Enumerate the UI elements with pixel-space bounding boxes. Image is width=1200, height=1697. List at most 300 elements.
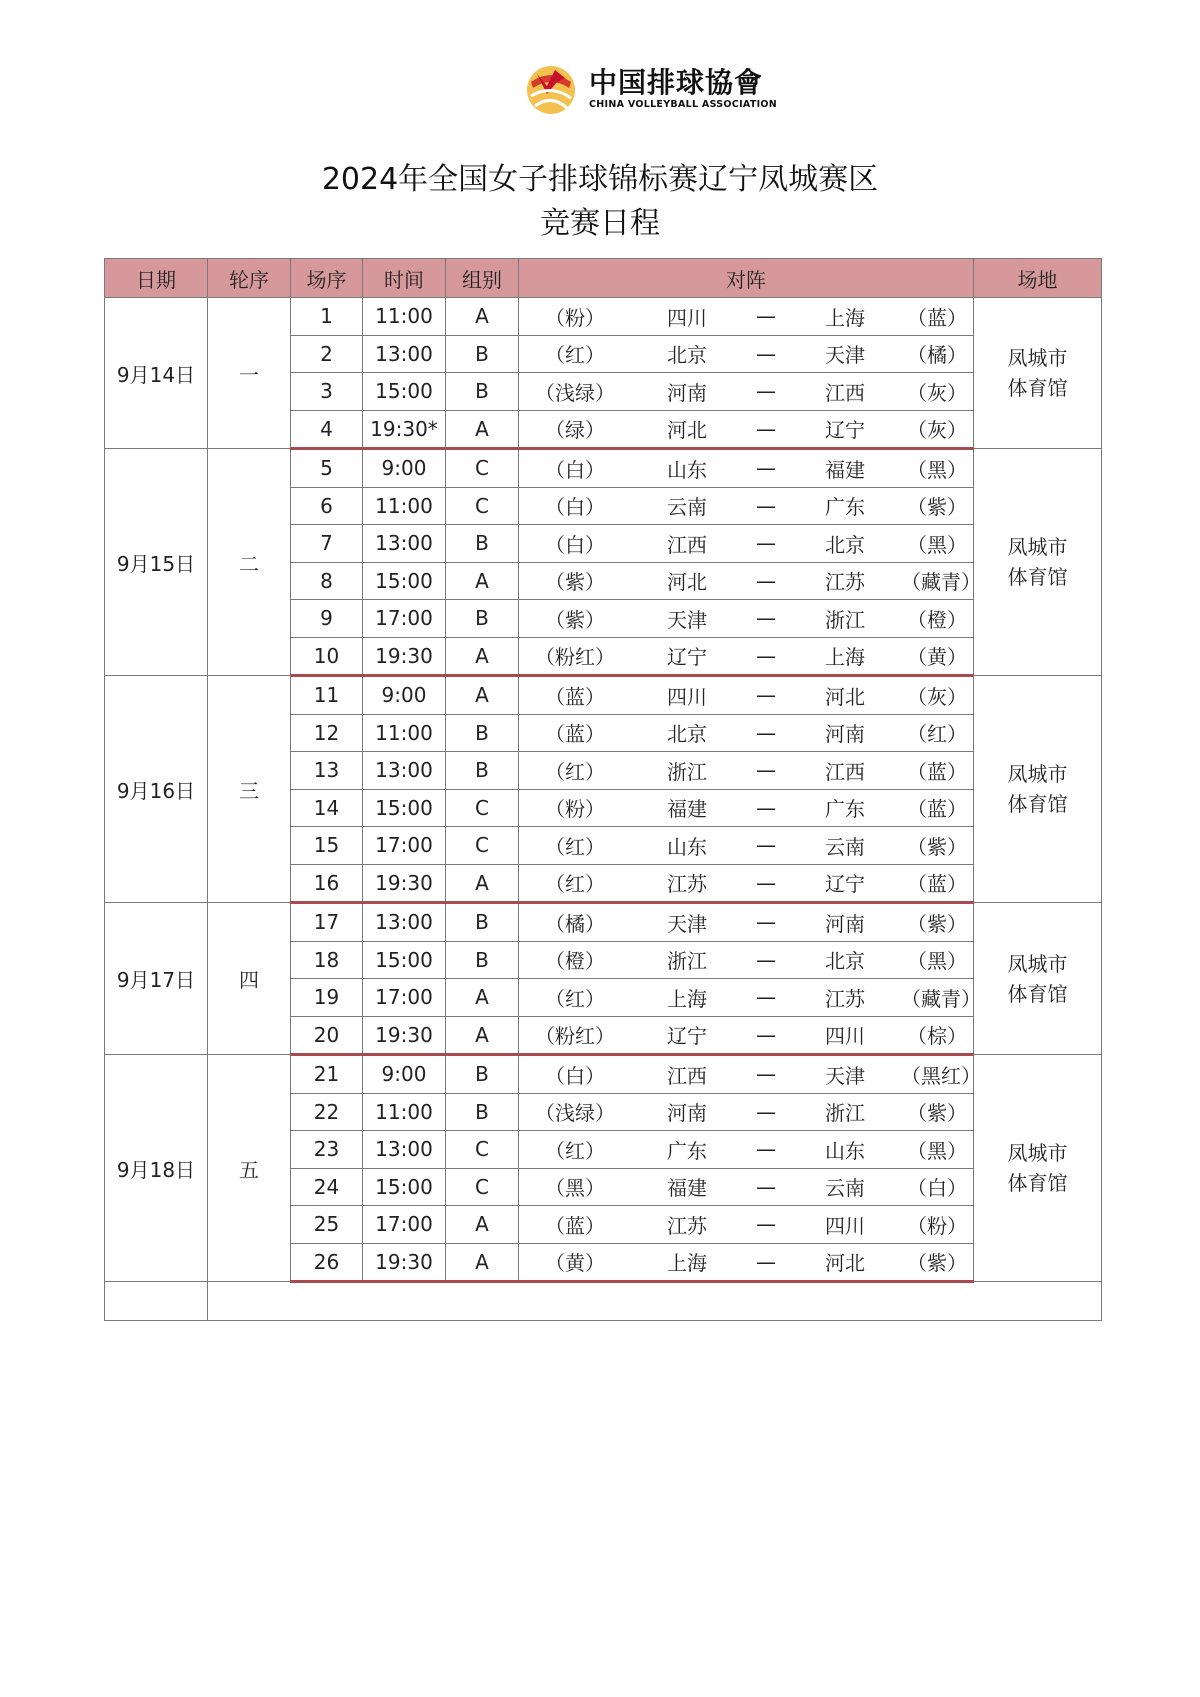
versus-dash: —	[756, 1174, 776, 1199]
matchup	[519, 677, 973, 714]
away-color: （橘）	[907, 343, 967, 368]
away-team: 天津	[825, 343, 865, 368]
venue-line-1: 凤城市	[1007, 762, 1068, 786]
away-team: 江苏	[825, 986, 865, 1011]
venue-line-2: 体育馆	[1007, 376, 1068, 400]
match-no-cell: 1	[291, 298, 363, 336]
away-color: （黑）	[907, 457, 967, 482]
match-no-cell: 15	[291, 827, 363, 865]
versus-dash: —	[756, 416, 776, 441]
matchup-cell	[519, 487, 974, 525]
match-no-cell: 7	[291, 525, 363, 563]
home-color: （紫）	[545, 607, 605, 632]
versus-dash: —	[756, 833, 776, 858]
time-cell: 17:00	[363, 1206, 446, 1244]
match-no-cell: 23	[291, 1131, 363, 1169]
table-row	[105, 449, 1102, 488]
away-color: （灰）	[907, 684, 967, 709]
empty-cell	[105, 1282, 208, 1321]
matchup	[519, 865, 973, 902]
group-cell: A	[446, 298, 519, 336]
date-cell: 9月14日	[105, 298, 208, 449]
home-team: 河北	[667, 418, 707, 443]
matchup	[519, 336, 973, 373]
time-cell: 15:00	[363, 1168, 446, 1206]
away-team: 云南	[825, 1176, 865, 1201]
venue-line-2: 体育馆	[1007, 792, 1068, 816]
away-team: 上海	[825, 305, 865, 330]
header-round: 轮序	[208, 259, 291, 298]
home-color: （粉）	[545, 797, 605, 822]
away-color: （黑）	[907, 532, 967, 557]
empty-cell	[208, 1282, 1102, 1321]
home-color: （红）	[545, 343, 605, 368]
page-title: 2024年全国女子排球锦标赛辽宁凤城赛区	[321, 162, 879, 197]
home-color: （红）	[545, 986, 605, 1011]
time-cell: 11:00	[363, 714, 446, 752]
match-no-cell: 3	[291, 373, 363, 411]
group-cell: C	[446, 827, 519, 865]
away-color: （白）	[907, 1176, 967, 1201]
home-team: 辽宁	[667, 645, 707, 670]
home-color: （黑）	[545, 1176, 605, 1201]
date-cell: 9月15日	[105, 449, 208, 676]
home-team: 四川	[667, 305, 707, 330]
matchup-cell	[519, 1206, 974, 1244]
away-color: （红）	[907, 722, 967, 747]
home-color: （橘）	[545, 911, 605, 936]
away-color: （黑）	[907, 1138, 967, 1163]
group-cell: A	[446, 1016, 519, 1055]
time-cell: 11:00	[363, 1093, 446, 1131]
home-team: 天津	[667, 911, 707, 936]
home-team: 山东	[667, 457, 707, 482]
home-team: 江苏	[667, 1213, 707, 1238]
home-team: 福建	[667, 797, 707, 822]
away-team: 山东	[825, 1138, 865, 1163]
round-cell: 三	[208, 676, 291, 903]
away-team: 上海	[825, 645, 865, 670]
header-matchup: 对阵	[519, 259, 974, 298]
away-team: 浙江	[825, 1101, 865, 1126]
home-color: （橙）	[545, 949, 605, 974]
away-color: （蓝）	[907, 759, 967, 784]
matchup	[519, 638, 973, 675]
versus-dash: —	[756, 1212, 776, 1237]
versus-dash: —	[756, 568, 776, 593]
home-team: 天津	[667, 607, 707, 632]
versus-dash: —	[756, 985, 776, 1010]
away-color: （棕）	[907, 1024, 967, 1049]
home-team: 河南	[667, 380, 707, 405]
venue-cell	[974, 1055, 1102, 1282]
home-color: （浅绿）	[535, 380, 615, 405]
matchup	[519, 752, 973, 789]
away-color: （紫）	[907, 1251, 967, 1276]
date-cell: 9月16日	[105, 676, 208, 903]
matchup-cell	[519, 903, 974, 942]
away-color: （黑红）	[901, 1063, 981, 1088]
time-cell: 19:30	[363, 864, 446, 903]
away-team: 江苏	[825, 570, 865, 595]
home-team: 上海	[667, 986, 707, 1011]
matchup	[519, 979, 981, 1016]
home-team: 云南	[667, 495, 707, 520]
versus-dash: —	[756, 606, 776, 631]
header-group: 组别	[446, 259, 519, 298]
home-color: （红）	[545, 759, 605, 784]
matchup	[519, 827, 973, 864]
matchup-cell	[519, 298, 974, 336]
matchup	[519, 563, 981, 600]
versus-dash: —	[756, 1249, 776, 1274]
home-color: （红）	[545, 872, 605, 897]
home-team: 河南	[667, 1101, 707, 1126]
matchup-cell	[519, 941, 974, 979]
away-color: （蓝）	[907, 872, 967, 897]
versus-dash: —	[756, 379, 776, 404]
empty-row	[105, 1282, 1102, 1321]
matchup-cell	[519, 1243, 974, 1282]
venue-line-2: 体育馆	[1007, 565, 1068, 589]
matchup-cell	[519, 335, 974, 373]
time-cell: 13:00	[363, 335, 446, 373]
time-cell: 13:00	[363, 752, 446, 790]
group-cell: A	[446, 864, 519, 903]
away-team: 辽宁	[825, 418, 865, 443]
time-cell: 11:00	[363, 487, 446, 525]
matchup	[519, 790, 973, 827]
header-row	[105, 259, 1102, 298]
matchup	[519, 1131, 973, 1168]
group-cell: B	[446, 941, 519, 979]
away-color: （紫）	[907, 911, 967, 936]
matchup	[519, 525, 973, 562]
match-no-cell: 2	[291, 335, 363, 373]
matchup	[519, 1244, 973, 1281]
header-match-no: 场序	[291, 259, 363, 298]
versus-dash: —	[756, 683, 776, 708]
home-color: （红）	[545, 1138, 605, 1163]
volleyball-logo-icon	[525, 60, 577, 116]
group-cell: C	[446, 449, 519, 488]
org-name-en: CHINA VOLLEYBALL ASSOCIATION	[589, 98, 778, 110]
away-team: 广东	[825, 797, 865, 822]
table-row	[105, 298, 1102, 336]
versus-dash: —	[756, 910, 776, 935]
versus-dash: —	[756, 758, 776, 783]
matchup-cell	[519, 562, 981, 600]
away-team: 河北	[825, 1251, 865, 1276]
away-color: （黄）	[907, 645, 967, 670]
away-color: （橙）	[907, 607, 967, 632]
group-cell: B	[446, 903, 519, 942]
home-team: 四川	[667, 684, 707, 709]
away-color: （蓝）	[907, 305, 967, 330]
away-team: 福建	[825, 457, 865, 482]
away-team: 河南	[825, 911, 865, 936]
away-color: （紫）	[907, 1101, 967, 1126]
group-cell: A	[446, 410, 519, 449]
group-cell: B	[446, 1055, 519, 1094]
time-cell: 19:30	[363, 1243, 446, 1282]
matchup-cell	[519, 449, 974, 488]
time-cell: 9:00	[363, 676, 446, 715]
matchup	[519, 600, 973, 637]
matchup-cell	[519, 714, 974, 752]
matchup-cell	[519, 752, 974, 790]
home-color: （粉）	[545, 305, 605, 330]
matchup	[519, 373, 973, 410]
time-cell: 15:00	[363, 941, 446, 979]
home-color: （绿）	[545, 418, 605, 443]
matchup-cell	[519, 637, 974, 676]
match-no-cell: 12	[291, 714, 363, 752]
matchup	[519, 715, 973, 752]
away-team: 江西	[825, 759, 865, 784]
home-team: 广东	[667, 1138, 707, 1163]
match-no-cell: 21	[291, 1055, 363, 1094]
round-cell: 一	[208, 298, 291, 449]
group-cell: C	[446, 1131, 519, 1169]
home-team: 北京	[667, 343, 707, 368]
home-color: （蓝）	[545, 722, 605, 747]
venue-cell	[974, 449, 1102, 676]
versus-dash: —	[756, 1022, 776, 1047]
venue-line-1: 凤城市	[1007, 951, 1068, 976]
venue-line-1: 凤城市	[1007, 535, 1068, 559]
match-no-cell: 22	[291, 1093, 363, 1131]
home-color: （红）	[545, 834, 605, 859]
time-cell: 15:00	[363, 373, 446, 411]
group-cell: A	[446, 1243, 519, 1282]
home-team: 江苏	[667, 872, 707, 897]
time-cell: 19:30	[363, 1016, 446, 1055]
date-cell: 9月18日	[105, 1055, 208, 1282]
match-no-cell: 19	[291, 979, 363, 1017]
away-team: 辽宁	[825, 872, 865, 897]
home-team: 山东	[667, 834, 707, 859]
group-cell: B	[446, 752, 519, 790]
matchup	[519, 411, 973, 448]
matchup-cell	[519, 864, 974, 903]
venue-cell	[974, 676, 1102, 903]
header-time: 时间	[363, 259, 446, 298]
group-cell: A	[446, 676, 519, 715]
table-row	[105, 903, 1102, 942]
versus-dash: —	[756, 720, 776, 745]
org-name-cn: 中国排球協會	[589, 65, 764, 99]
home-team: 北京	[667, 722, 707, 747]
away-team: 江西	[825, 380, 865, 405]
matchup	[519, 1169, 973, 1206]
matchup-cell	[519, 1131, 974, 1169]
match-no-cell: 11	[291, 676, 363, 715]
home-team: 辽宁	[667, 1024, 707, 1049]
away-color: （藏青）	[901, 986, 981, 1011]
header-date: 日期	[105, 259, 208, 298]
versus-dash: —	[756, 531, 776, 556]
home-color: （黄）	[545, 1251, 605, 1276]
matchup-cell	[519, 1168, 974, 1206]
away-team: 河南	[825, 722, 865, 747]
time-cell: 17:00	[363, 979, 446, 1017]
matchup-cell	[519, 979, 981, 1017]
venue-line-1: 凤城市	[1007, 1141, 1068, 1165]
matchup	[519, 1056, 981, 1093]
table-row	[105, 676, 1102, 715]
home-team: 上海	[667, 1251, 707, 1276]
time-cell: 19:30	[363, 637, 446, 676]
match-no-cell: 8	[291, 562, 363, 600]
group-cell: B	[446, 335, 519, 373]
venue-line-2: 体育馆	[1007, 981, 1068, 1006]
versus-dash: —	[756, 1099, 776, 1124]
home-color: （粉红）	[535, 645, 615, 670]
away-team: 天津	[825, 1063, 865, 1088]
venue-cell	[974, 903, 1102, 1055]
round-cell: 二	[208, 449, 291, 676]
match-no-cell: 26	[291, 1243, 363, 1282]
home-team: 浙江	[667, 759, 707, 784]
venue-cell	[974, 298, 1102, 449]
group-cell: B	[446, 525, 519, 563]
group-cell: C	[446, 789, 519, 827]
versus-dash: —	[756, 341, 776, 366]
time-cell: 9:00	[363, 1055, 446, 1094]
match-no-cell: 17	[291, 903, 363, 942]
match-no-cell: 14	[291, 789, 363, 827]
away-team: 河北	[825, 684, 865, 709]
cva-logo	[525, 60, 777, 116]
matchup	[519, 1206, 973, 1243]
home-team: 浙江	[667, 949, 707, 974]
time-cell: 19:30*	[363, 410, 446, 449]
matchup-cell	[519, 1093, 974, 1131]
versus-dash: —	[756, 643, 776, 668]
matchup	[519, 450, 973, 487]
versus-dash: —	[756, 1137, 776, 1162]
matchup-cell	[519, 827, 974, 865]
time-cell: 17:00	[363, 827, 446, 865]
versus-dash: —	[756, 947, 776, 972]
date-cell: 9月17日	[105, 903, 208, 1055]
away-color: （灰）	[907, 380, 967, 405]
home-color: （白）	[545, 495, 605, 520]
home-color: （浅绿）	[535, 1101, 615, 1126]
time-cell: 15:00	[363, 562, 446, 600]
page-subtitle: 竞赛日程	[540, 206, 660, 241]
matchup-cell	[519, 1016, 974, 1055]
time-cell: 13:00	[363, 525, 446, 563]
time-cell: 9:00	[363, 449, 446, 488]
matchup	[519, 904, 973, 941]
round-cell: 四	[208, 903, 291, 1055]
away-team: 浙江	[825, 607, 865, 632]
away-team: 北京	[825, 949, 865, 974]
matchup	[519, 1017, 973, 1054]
versus-dash: —	[756, 493, 776, 518]
versus-dash: —	[756, 456, 776, 481]
group-cell: C	[446, 1168, 519, 1206]
match-no-cell: 13	[291, 752, 363, 790]
away-team: 北京	[825, 532, 865, 557]
matchup-cell	[519, 1055, 981, 1094]
table-row	[105, 1055, 1102, 1094]
versus-dash: —	[756, 795, 776, 820]
header-venue: 场地	[974, 259, 1102, 298]
home-team: 福建	[667, 1176, 707, 1201]
match-no-cell: 10	[291, 637, 363, 676]
match-no-cell: 5	[291, 449, 363, 488]
home-team: 江西	[667, 532, 707, 557]
group-cell: A	[446, 637, 519, 676]
home-color: （蓝）	[545, 1213, 605, 1238]
time-cell: 17:00	[363, 600, 446, 638]
group-cell: B	[446, 373, 519, 411]
home-team: 河北	[667, 570, 707, 595]
group-cell: A	[446, 979, 519, 1017]
match-no-cell: 18	[291, 941, 363, 979]
away-color: （紫）	[907, 834, 967, 859]
match-no-cell: 25	[291, 1206, 363, 1244]
group-cell: B	[446, 600, 519, 638]
home-color: （粉红）	[535, 1024, 615, 1049]
matchup-cell	[519, 410, 974, 449]
home-team: 江西	[667, 1063, 707, 1088]
home-color: （紫）	[545, 570, 605, 595]
group-cell: B	[446, 1093, 519, 1131]
time-cell: 15:00	[363, 789, 446, 827]
home-color: （白）	[545, 457, 605, 482]
match-no-cell: 6	[291, 487, 363, 525]
matchup	[519, 1094, 973, 1131]
versus-dash: —	[756, 1062, 776, 1087]
match-no-cell: 4	[291, 410, 363, 449]
match-no-cell: 16	[291, 864, 363, 903]
away-team: 四川	[825, 1213, 865, 1238]
matchup-cell	[519, 373, 974, 411]
matchup	[519, 298, 973, 335]
group-cell: A	[446, 562, 519, 600]
venue-line-1: 凤城市	[1007, 346, 1068, 370]
matchup-cell	[519, 676, 974, 715]
away-color: （粉）	[907, 1213, 967, 1238]
away-team: 四川	[825, 1024, 865, 1049]
group-cell: A	[446, 1206, 519, 1244]
time-cell: 13:00	[363, 903, 446, 942]
away-color: （紫）	[907, 495, 967, 520]
time-cell: 13:00	[363, 1131, 446, 1169]
home-color: （白）	[545, 1063, 605, 1088]
match-no-cell: 24	[291, 1168, 363, 1206]
away-color: （蓝）	[907, 797, 967, 822]
matchup	[519, 488, 973, 525]
matchup-cell	[519, 525, 974, 563]
venue-line-2: 体育馆	[1007, 1171, 1068, 1195]
matchup	[519, 942, 973, 979]
away-color: （灰）	[907, 418, 967, 443]
away-color: （藏青）	[901, 570, 981, 595]
home-color: （蓝）	[545, 684, 605, 709]
matchup-cell	[519, 789, 974, 827]
matchup-cell	[519, 600, 974, 638]
away-color: （黑）	[907, 949, 967, 974]
schedule-table	[104, 258, 1102, 1321]
away-team: 云南	[825, 834, 865, 859]
group-cell: B	[446, 714, 519, 752]
versus-dash: —	[756, 304, 776, 329]
